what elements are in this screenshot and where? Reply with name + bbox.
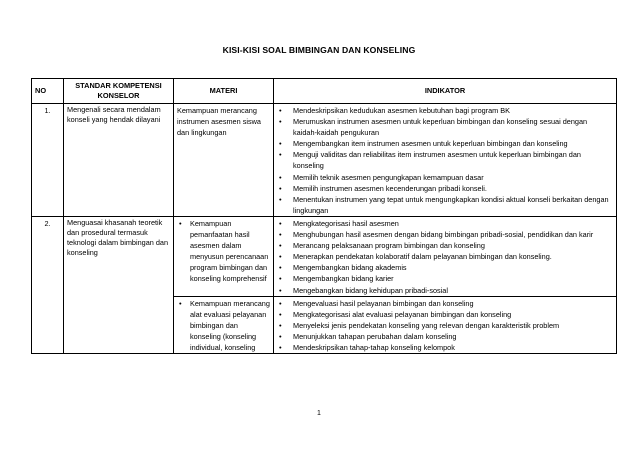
- indikator-cell: [274, 296, 617, 353]
- indikator-item: • Menguji validitas dan reliabilitas item instrumen asesmen untuk keperluan bimbingan dan konseling: [277, 149, 613, 171]
- indikator-list: [277, 218, 613, 296]
- document-title: KISI-KISI SOAL BIMBINGAN DAN KONSELING: [222, 45, 416, 55]
- indikator-item: • Menentukan instrumen yang tepat untuk mengungkapkan kondisi aktual konseli berkaitan dengan lingkungan: [277, 194, 613, 216]
- indikator-item: • Menunjukkan tahapan perubahan dalam konseling: [277, 331, 613, 342]
- indikator-list: [277, 105, 613, 216]
- materi-item: • Kemampuan merancang alat evaluasi pelayanan bimbingan dan konseling (konseling individual, konseling: [177, 298, 270, 353]
- indikator-item: • Mengembangkan bidang akademis: [277, 262, 613, 273]
- indikator-list: [277, 298, 613, 353]
- indikator-item: • Menerapkan pendekatan kolaboratif dalam pelayanan bimbingan dan konseling.: [277, 251, 613, 262]
- kisi-kisi-table: [31, 78, 617, 354]
- indikator-item: • Menghubungan hasil asesmen dengan bidang bimbingan pribadi-sosial, pendidikan dan karir: [277, 229, 613, 240]
- indikator-item: • Mengembangkan item instrumen asesmen untuk keperluan bimbingan dan konseling: [277, 138, 613, 149]
- indikator-item: • Memilih teknik asesmen pengungkapan kemampuan dasar: [277, 172, 613, 183]
- indikator-item: • Mendeskripsikan kedudukan asesmen kebutuhan bagi program BK: [277, 105, 613, 116]
- indikator-item: • Mengebangkan bidang kehidupan pribadi-sosial: [277, 285, 613, 296]
- row-number: 2.: [32, 216, 64, 353]
- indikator-item: • Merancang pelaksanaan program bimbingan dan konseling: [277, 240, 613, 251]
- indikator-item: • Menyeleksi jenis pendekatan konseling yang relevan dengan karakteristik problem: [277, 320, 613, 331]
- indikator-item: • Mengkategorisasi alat evaluasi pelayanan bimbingan dan konseling: [277, 309, 613, 320]
- materi-list: [177, 218, 270, 285]
- header-indikator: INDIKATOR: [274, 79, 617, 104]
- standar-kompetensi-cell: Mengenali secara mendalam konseli yang hendak dilayani: [64, 104, 174, 217]
- materi-cell: [174, 216, 274, 296]
- header-standar-kompetensi: STANDAR KOMPETENSI KONSELOR: [64, 79, 174, 104]
- materi-list: [177, 298, 270, 353]
- standar-kompetensi-cell: Menguasai khasanah teoretik dan prosedural termasuk teknologi dalam bimbingan dan konseling: [64, 216, 174, 353]
- page-number: 1: [317, 410, 321, 417]
- indikator-item: • Mengembangkan bidang karier: [277, 273, 613, 284]
- table-row: [32, 216, 617, 296]
- materi-item: • Kemampuan pemanfaatan hasil asesmen dalam menyusun perencanaan program bimbingan dan konseling komprehensif: [177, 218, 270, 285]
- indikator-item: • Mengkategorisasi hasil asesmen: [277, 218, 613, 229]
- header-no: NO: [32, 79, 64, 104]
- header-materi: MATERI: [174, 79, 274, 104]
- indikator-cell: [274, 216, 617, 296]
- materi-cell: [174, 296, 274, 353]
- indikator-item: • Memilih instrumen asesmen kecenderungan pribadi konseli.: [277, 183, 613, 194]
- indikator-item: • Merumuskan instrumen asesmen untuk keperluan bimbingan dan konseling sesuai dengan kaidah-kaidah pengukuran: [277, 116, 613, 138]
- row-number: 1.: [32, 104, 64, 217]
- indikator-cell: [274, 104, 617, 217]
- indikator-item: • Mendeskripsikan tahap-tahap konseling kelompok: [277, 342, 613, 353]
- header-row: [32, 79, 617, 104]
- table-row: [32, 104, 617, 217]
- materi-cell: Kemampuan merancang instrumen asesmen siswa dan lingkungan: [174, 104, 274, 217]
- indikator-item: • Mengevaluasi hasil pelayanan bimbingan dan konseling: [277, 298, 613, 309]
